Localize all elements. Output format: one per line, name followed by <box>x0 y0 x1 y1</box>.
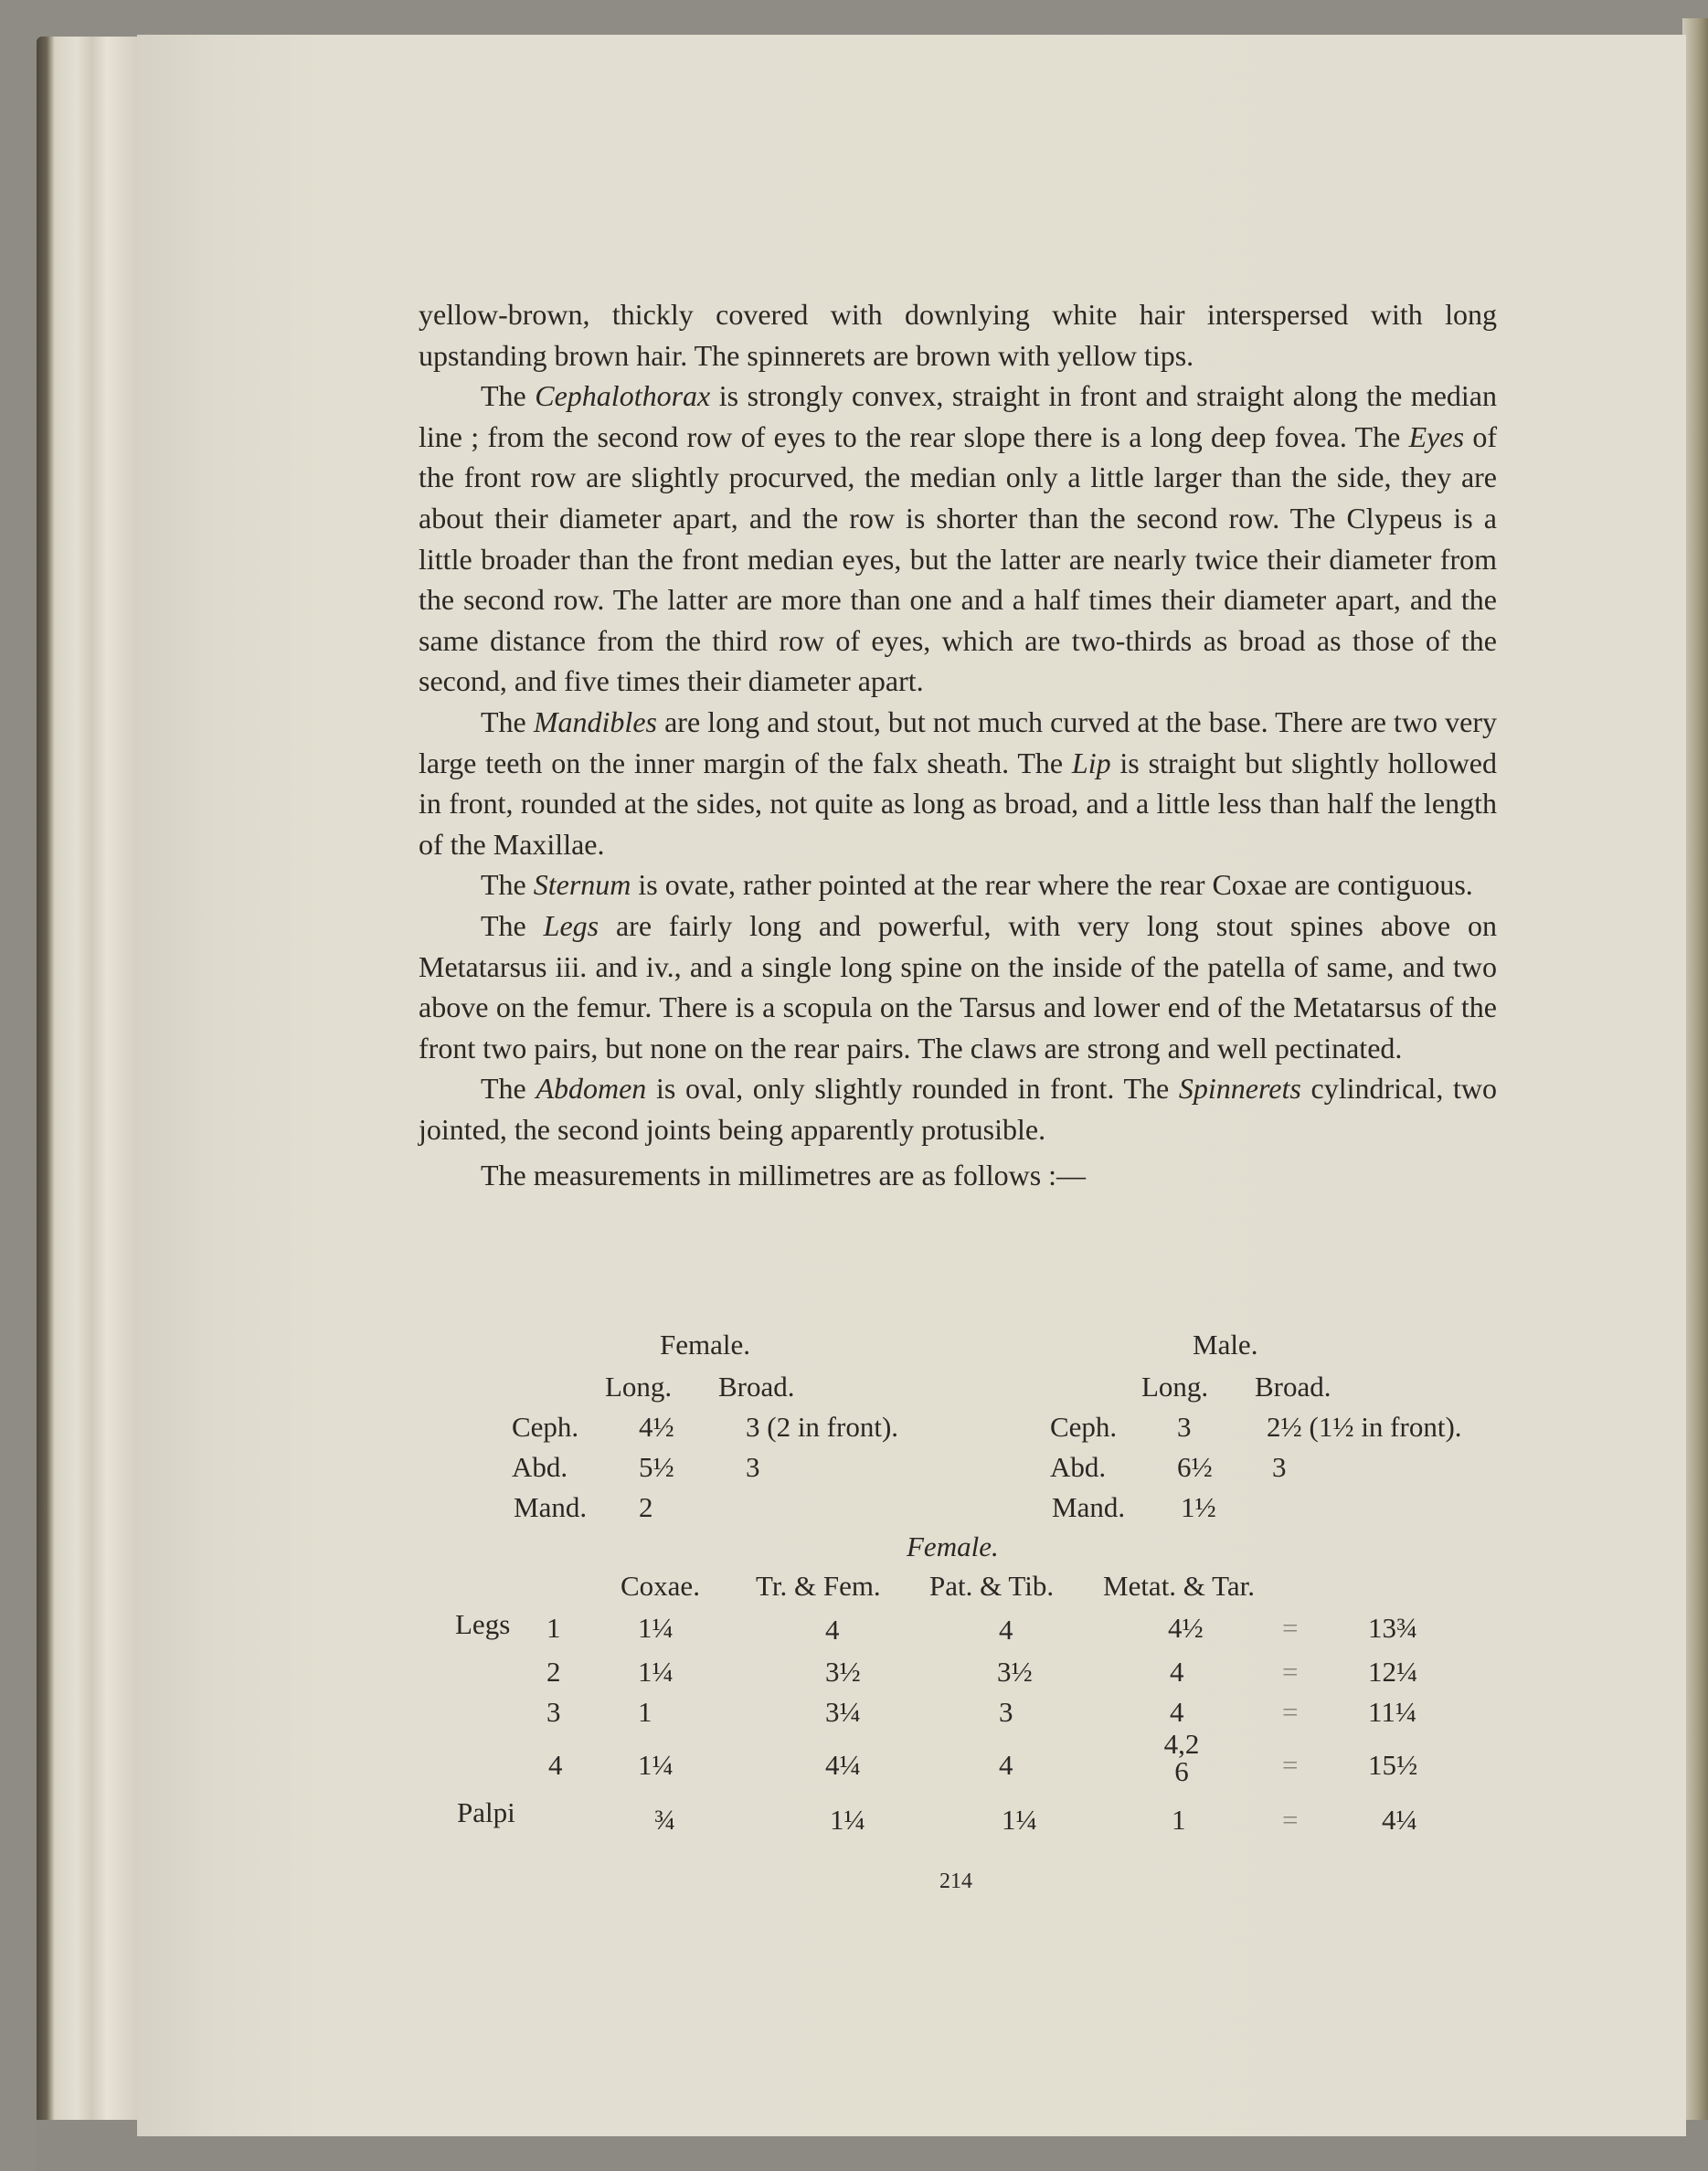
female-long-header: Long. <box>605 1371 673 1403</box>
measurements-intro: The measurements in millimetres are as follows :— <box>481 1159 1087 1192</box>
male-row-long: 6½ <box>1177 1451 1213 1483</box>
male-row-label: Ceph. <box>1050 1411 1118 1443</box>
leg-coxae-value: 1¼ <box>638 1749 674 1781</box>
column-header-metat-tar: Metat. & Tar. <box>1103 1570 1256 1602</box>
female-row-label: Ceph. <box>512 1411 579 1443</box>
male-row-broad: 2½ (1½ in front). <box>1267 1411 1462 1443</box>
palpi-coxae-value: ¾ <box>654 1804 676 1836</box>
male-row-label: Mand. <box>1052 1491 1126 1523</box>
female-row-long: 5½ <box>639 1451 674 1483</box>
equals-sign: = <box>1282 1696 1299 1728</box>
leg-trfem-value: 3½ <box>825 1656 861 1688</box>
male-long-header: Long. <box>1141 1371 1209 1403</box>
body-text <box>419 294 1497 1196</box>
equals-sign: = <box>1282 1656 1299 1688</box>
leg-coxae-value: 1 <box>638 1696 652 1728</box>
legs-table-heading: Female. <box>907 1530 999 1562</box>
column-header-coxae: Coxae. <box>621 1570 700 1602</box>
female-row-long: 2 <box>639 1491 653 1523</box>
leg-trfem-value: 4¼ <box>825 1749 861 1781</box>
leg-row-number: 3 <box>546 1696 561 1728</box>
leg-metatar-value: 4,2 6 <box>1163 1728 1200 1787</box>
leg-total-value: 13¾ <box>1368 1612 1418 1644</box>
female-row-broad: 3 (2 in front). <box>746 1411 899 1443</box>
leg-total-value: 12¼ <box>1368 1656 1418 1688</box>
female-heading: Female. <box>660 1329 750 1361</box>
paragraph-legs: The Legs are fairly long and powerful, with very long stout spines above on Metatarsus iii. and iv., and a single long spine on the inside of the patella of same, and two above on the femur. There is a scopula on the Tarsus and lower end of the Metatarsus of the front two pairs, but none on the rear pairs. The claws are strong and well pectinated. <box>419 908 1498 1064</box>
paragraph-sternum: The Sternum is ovate, rather pointed at the rear where the rear Coxae are contiguous. <box>481 868 1473 902</box>
page-stack-right-edge <box>1682 18 1708 2147</box>
paragraph-cephalothorax: The Cephalothorax is strongly convex, straight in front and straight along the median line ; from the second row of eyes to the rear slope there is a long deep fovea. The Eyes of the front row are slightly procurved, the median only a little larger than the side, they are about their diameter apart, and the row is shorter than the second row. The Clypeus is a little broader than the front median eyes, but the latter are nearly twice their diameter from the second row. The latter are more than one and a half times their diameter apart, and the same distance from the third row of eyes, which are two-thirds as broad as those of the second, and five times their diameter apart. <box>419 379 1498 698</box>
column-header-tr-fem: Tr. & Fem. <box>756 1570 881 1602</box>
leg-pattib-value: 4 <box>999 1749 1013 1781</box>
male-row-long: 1½ <box>1181 1491 1216 1523</box>
male-row-broad: 3 <box>1272 1451 1287 1483</box>
italic-term: Eyes <box>1408 419 1465 453</box>
italic-term: Lip <box>1071 746 1111 779</box>
equals-sign: = <box>1282 1612 1299 1644</box>
palpi-pattib-value: 1¼ <box>1002 1804 1037 1836</box>
leg-metatar-value: 4 <box>1170 1656 1184 1688</box>
palpi-total-value: 4¼ <box>1382 1804 1417 1836</box>
leg-metatar-value: 4 <box>1170 1696 1184 1728</box>
italic-term: Abdomen <box>536 1072 647 1106</box>
page-number: 214 <box>939 1869 972 1893</box>
male-broad-header: Broad. <box>1255 1371 1331 1403</box>
leg-row-number: 4 <box>548 1749 563 1781</box>
leg-trfem-value: 3¼ <box>825 1696 861 1728</box>
female-row-broad: 3 <box>746 1451 760 1483</box>
female-row-label: Mand. <box>514 1491 588 1523</box>
paragraph-1: yellow-brown, thickly covered with downlying white hair interspersed with long upstanding brown hair. The spinnerets are brown with yellow tips. <box>419 298 1497 372</box>
leg-coxae-value: 1¼ <box>638 1656 674 1688</box>
equals-sign: = <box>1282 1749 1299 1781</box>
leg-coxae-value: 1¼ <box>638 1612 674 1644</box>
italic-term: Spinnerets <box>1178 1072 1301 1106</box>
italic-term: Sternum <box>533 868 631 902</box>
leg-pattib-value: 3½ <box>997 1656 1033 1688</box>
legs-group-label: Legs <box>455 1608 511 1640</box>
paragraph-mandibles: The Mandibles are long and stout, but not much curved at the base. There are two very large teeth on the inner margin of the falx sheath. The Lip is straight but slightly hollowed in front, rounded at the sides, not quite as long as broad, and a little less than half the length of the Maxillae. <box>419 704 1498 861</box>
leg-pattib-value: 4 <box>999 1614 1013 1646</box>
leg-trfem-value: 4 <box>825 1614 840 1646</box>
leg-row-number: 1 <box>546 1612 561 1644</box>
palpi-label: Palpi <box>457 1796 515 1828</box>
italic-term: Cephalothorax <box>535 379 711 413</box>
male-row-long: 3 <box>1177 1411 1192 1443</box>
leg-row-number: 2 <box>546 1656 561 1688</box>
female-row-label: Abd. <box>512 1451 568 1483</box>
leg-total-value: 15½ <box>1368 1749 1418 1781</box>
book-spine-edge <box>37 37 137 2129</box>
palpi-trfem-value: 1¼ <box>830 1804 865 1836</box>
italic-term: Mandibles <box>533 704 657 738</box>
column-header-pat-tib: Pat. & Tib. <box>929 1570 1055 1602</box>
equals-sign: = <box>1282 1804 1299 1836</box>
palpi-metatar-value: 1 <box>1172 1804 1186 1836</box>
leg-metatar-value: 4½ <box>1168 1612 1204 1644</box>
paragraph-abdomen: The Abdomen is oval, only slightly rounded in front. The Spinnerets cylindrical, two jointed, the second joints being apparently protusible. <box>419 1072 1498 1146</box>
female-broad-header: Broad. <box>718 1371 795 1403</box>
leg-pattib-value: 3 <box>999 1696 1013 1728</box>
male-heading: Male. <box>1193 1329 1258 1361</box>
leg-total-value: 11¼ <box>1368 1696 1417 1728</box>
italic-term: Legs <box>543 908 599 942</box>
female-row-long: 4½ <box>639 1411 674 1443</box>
male-row-label: Abd. <box>1050 1451 1107 1483</box>
